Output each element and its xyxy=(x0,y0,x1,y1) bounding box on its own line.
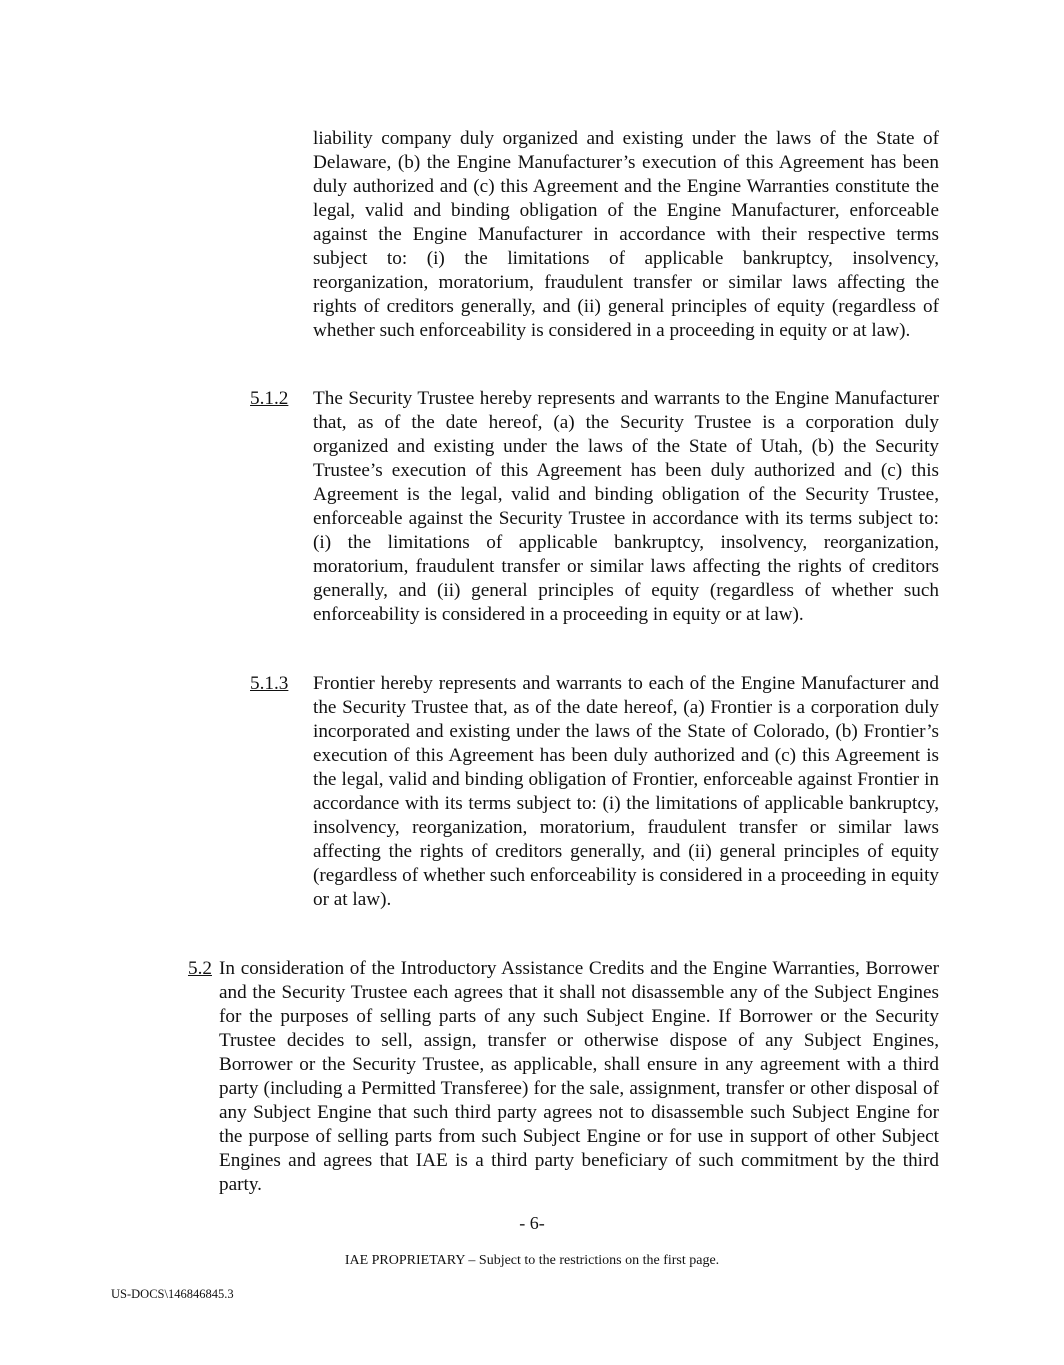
paragraph-continuation: liability company duly organized and existing under the laws of the State of Delaware, (b) the Engine Manufacturer’s execution of this Agreement has been duly authorized and (c) this Agreement and the Engine Warranties constitute the legal, valid and binding obligation of the Engine Manufacturer, enforceable against the Engine Manufacturer in accordance with their respective terms subject to: (i) the limitations of applicable bankruptcy, insolvency, reorganization, moratorium, fraudulent transfer or similar laws affecting the rights of creditors generally, and (ii) general principles of equity (regardless of whether such enforceability is considered in a proceeding in equity or at law). xyxy=(313,128,939,341)
section-number-5-2: 5.2 xyxy=(188,958,212,979)
paragraph-5-1-2: The Security Trustee hereby represents and warrants to the Engine Manufacturer that, as of the date hereof, (a) the Security Trustee is a corporation duly organized and existing under the laws of the State of Utah, (b) the Security Trustee’s execution of this Agreement has been duly authorized and (c) this Agreement is the legal, valid and binding obligation of the Security Trustee, enforceable against the Security Trustee in accordance with its terms subject to: (i) the limitations of applicable bankruptcy, insolvency, reorganization, moratorium, fraudulent transfer or similar laws affecting the rights of creditors generally, and (ii) general principles of equity (regardless of whether such enforceability is considered in a proceeding in equity or at law). xyxy=(313,388,939,625)
proprietary-notice: IAE PROPRIETARY – Subject to the restrictions on the first page. xyxy=(344,1253,720,1268)
paragraph-5-2: In consideration of the Introductory Assistance Credits and the Engine Warranties, Borrower and the Security Trustee each agrees that it shall not disassemble any of the Subject Engines for the purposes of selling parts of any such Subject Engine. If Borrower or the Security Trustee decides to sell, assign, transfer or otherwise dispose of any Subject Engines, Borrower or the Security Trustee, as applicable, shall ensure in any agreement with a third party (including a Permitted Transferee) for the sale, assignment, transfer or other disposal of any Subject Engine that such third party agrees not to disassemble such Subject Engine for the purpose of selling parts from such Subject Engine or for use in support of other Subject Engines and agrees that IAE is a third party beneficiary of such commitment by the third party. xyxy=(219,958,939,1195)
section-number-5-1-2: 5.1.2 xyxy=(250,388,289,409)
section-number-5-1-3: 5.1.3 xyxy=(250,673,289,694)
page-number: - 6- xyxy=(519,1213,545,1233)
document-id: US-DOCS\146846845.3 xyxy=(111,1287,234,1301)
paragraph-5-1-3: Frontier hereby represents and warrants to each of the Engine Manufacturer and the Security Trustee that, as of the date hereof, (a) Frontier is a corporation duly incorporated and existing under the laws of the State of Colorado, (b) Frontier’s execution of this Agreement has been duly authorized and (c) this Agreement is the legal, valid and binding obligation of Frontier, enforceable against Frontier in accordance with its terms subject to: (i) the limitations of applicable bankruptcy, insolvency, reorganization, moratorium, fraudulent transfer or similar laws affecting the rights of creditors generally, and (ii) general principles of equity (regardless of whether such enforceability is considered in a proceeding in equity or at law). xyxy=(313,673,939,910)
